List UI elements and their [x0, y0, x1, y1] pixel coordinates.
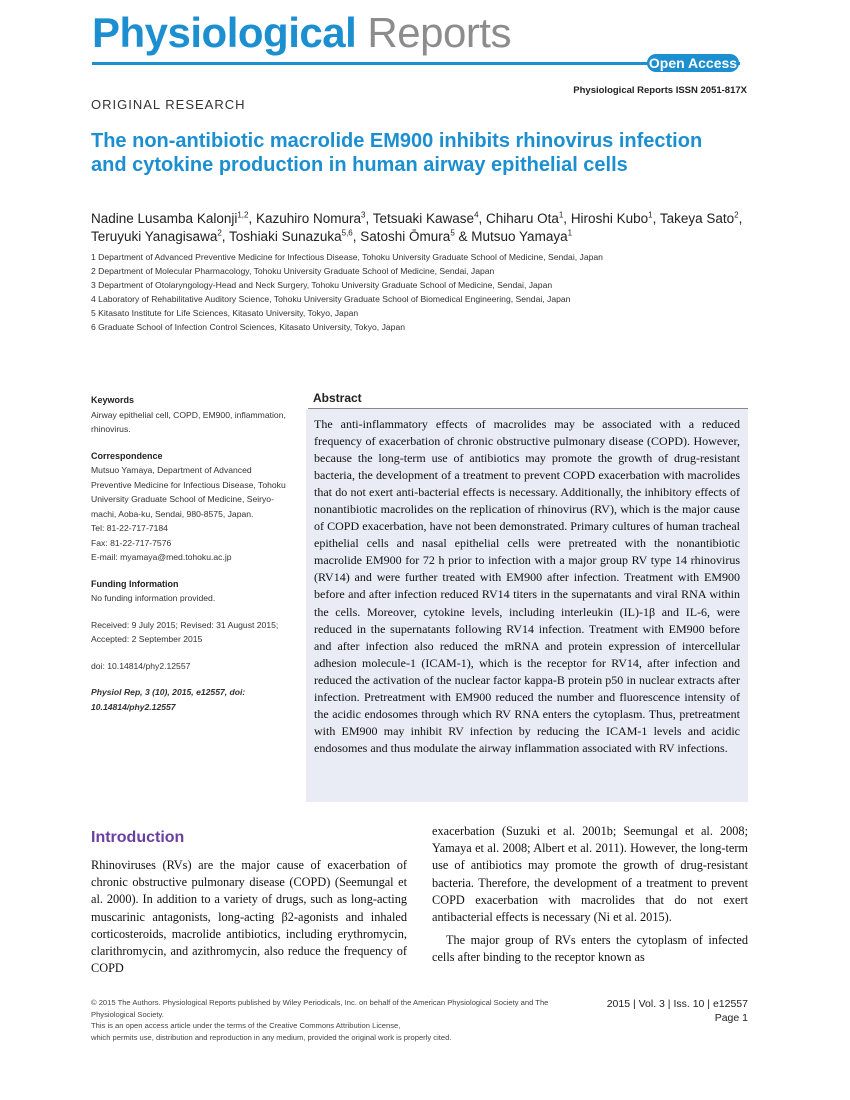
author-name: Hiroshi Kubo	[570, 211, 649, 226]
journal-logo	[92, 8, 511, 58]
intro-paragraph: Rhinoviruses (RVs) are the major cause of exacerbation of chronic obstructive pulmonary disease (COPD) (Seemungal et al. 2000). In addition to a variety of drugs, such as long-acting muscarinic antagonists, long-acting β2-agonists and inhaled corticosteroids, macrolide antibiotics, including erythromycin, clarithromycin, and azithromycin, also reduce the frequency of COPD	[91, 858, 407, 976]
journal-name-primary: Physiological	[92, 9, 357, 56]
article-sidebar	[91, 393, 291, 714]
correspondence-heading: Correspondence	[91, 450, 163, 461]
footer-page-number: Page 1	[714, 1012, 748, 1024]
author-affiliation-sup: 3	[361, 210, 366, 220]
intro-column-left	[91, 857, 407, 977]
author-name: Chiharu Ota	[486, 211, 559, 226]
author-affiliation-sup: 1	[648, 210, 653, 220]
affiliation-list	[91, 250, 751, 334]
affiliation-item: 3 Department of Otolaryngology-Head and Neck Surgery, Tohoku University Graduate School of Medicine, Sendai, Japan	[91, 280, 553, 290]
footer-issue-info	[560, 997, 748, 1025]
author-name: Takeya Sato	[659, 211, 735, 226]
affiliation-item: 5 Kitasato Institute for Life Sciences, Kitasato University, Tokyo, Japan	[91, 308, 359, 318]
author-affiliation-sup: 4	[474, 210, 479, 220]
author-list: Nadine Lusamba Kalonji$^{1,2}$, Kazuhiro Nomura$^3$, Tetsuaki Kawase$^4$, Chiharu Ota$^1$, Hiroshi Kubo$^1$, Takeya Sato$^2$, Teruyuki Yanagisawa$^2$, Toshiaki Sunazuka$^{5,6}$, Satoshi Ōmura$^5$ & Mutsuo Yamaya$^1$	[91, 210, 743, 244]
author-name: Tetsuaki Kawase	[372, 211, 475, 226]
correspondence-email[interactable]: E-mail: myamaya@med.tohoku.ac.jp	[91, 552, 232, 562]
footer-issue: 2015 | Vol. 3 | Iss. 10 | e12557	[606, 998, 748, 1010]
author-name: Satoshi Ōmura	[360, 229, 451, 244]
author-affiliation-sup: 2	[217, 228, 222, 238]
affiliation-item: 6 Graduate School of Infection Control Sciences, Kitasato University, Tokyo, Japan	[91, 322, 405, 332]
author-name: Toshiaki Sunazuka	[229, 229, 342, 244]
open-access-badge: Open Access	[648, 55, 738, 71]
intro-paragraph: exacerbation (Suzuki et al. 2001b; Seemungal et al. 2008; Yamaya et al. 2008; Albert et al. 2011). However, the long-term use of antibiotics may promote the growth of drug-resistant bacteria. Therefore, the development of a treatment to prevent COPD exacerbation with macrolides that do not exert antibacterial effects is necessary (Ni et al. 2015).	[432, 824, 748, 925]
footer-license-line-1: This is an open access article under the terms of the Creative Commons Attribution License,	[91, 1021, 401, 1030]
author-name: Teruyuki Yanagisawa	[91, 229, 218, 244]
author-name: Mutsuo Yamaya	[471, 229, 568, 244]
correspondence-tel: Tel: 81-22-717-7184	[91, 523, 168, 533]
author-name: Kazuhiro Nomura	[256, 211, 362, 226]
author-affiliation-sup: 1	[558, 210, 564, 220]
keywords-heading: Keywords	[91, 395, 135, 405]
section-label: ORIGINAL RESEARCH	[91, 97, 246, 112]
footer-copyright: © 2015 The Authors. Physiological Reports published by Wiley Periodicals, Inc. on behalf of the American Physiological Society and The Physiological Society.	[91, 998, 549, 1019]
affiliation-item: 2 Department of Molecular Pharmacology, Tohoku University Graduate School of Medicine, Sendai, Japan	[91, 266, 495, 276]
author-affiliation-sup: 2	[734, 210, 739, 220]
author-affiliation-sup: 5,6	[341, 228, 353, 238]
intro-column-right	[432, 823, 748, 967]
received-dates: Received: 9 July 2015; Revised: 31 August 2015; Accepted: 2 September 2015	[91, 619, 279, 644]
header-divider	[92, 62, 740, 65]
intro-paragraph: The major group of RVs enters the cytoplasm of infected cells after binding to the receptor known as	[432, 933, 748, 965]
footer-license	[91, 997, 551, 1043]
footer-license-line-2: which permits use, distribution and reproduction in any medium, provided the original work is properly cited.	[91, 1032, 452, 1042]
funding-heading: Funding Information	[91, 578, 179, 589]
author-affiliation-sup: 1	[567, 228, 573, 238]
author-affiliation-sup: 1,2	[237, 210, 249, 220]
introduction-heading: Introduction	[91, 829, 185, 846]
affiliation-item: 4 Laboratory of Rehabilitative Auditory Science, Tohoku University Graduate School of Biomedical Engineering, Sendai, Japan	[91, 294, 571, 304]
abstract-heading: Abstract	[313, 391, 362, 405]
journal-issn: Physiological Reports ISSN 2051-817X	[573, 85, 747, 96]
abstract-text: The anti-inflammatory effects of macrolides may be associated with a reduced frequency of exacerbation of chronic obstructive pulmonary disease (COPD). However, because the long-term use of antibiotics may promote the growth of drug-resistant bacteria, the development of a treatment to prevent COPD exacerbation with macrolides that do not exert anti-bacterial effects is necessary. Additionally, the inhibitory effects of nonantibiotic macrolides on the replication of rhinovirus (RV), which is the major cause of COPD exacerbation, have not been demonstrated. Primary cultures of human tracheal epithelial cells and nasal epithelial cells were pretreated with the nonantibiotic macrolide EM900 for 72 h prior to infection with a major group RV type 14 rhinovirus (RV14) and were further treated with EM900 after infection. Treatment with EM900 before and after infection reduced RV14 titers in the supernatants and viral RNA within the cells. Moreover, cytokine levels, including interleukin (IL)-1β and IL-6, were reduced in the supernatants following RV14 infection. Treatment with EM900 before and after infection also reduced the mRNA and protein expression of intercellular adhesion molecule-1 (ICAM-1), which is the receptor for RV14, after infection and reduced the activation of the nuclear factor kappa-B protein p50 in nuclear extracts after infection. Pretreatment with EM900 reduced the number and fluorescence intensity of the acidic endosomes through which RV RNA enters the cytoplasm. Thus, pretreatment with EM900 may inhibit RV infection by reducing the ICAM-1 levels and acidic endosomes and thus modulate the airway inflammation associated with RV infections.	[314, 417, 740, 755]
affiliation-item: 1 Department of Advanced Preventive Medicine for Infectious Disease, Tohoku University Graduate School of Medicine, Sendai, Japan	[91, 252, 603, 262]
funding-text: No funding information provided.	[91, 593, 216, 603]
correspondence-address: Mutsuo Yamaya, Department of Advanced Preventive Medicine for Infectious Disease, Tohoku University Graduate School of Medicine, Seiryo-machi, Aoba-ku, Sendai, 980-8575, Japan.	[91, 465, 286, 519]
article-title: The non-antibiotic macrolide EM900 inhibits rhinovirus infection and cytokine production in human airway epithelial cells	[91, 130, 703, 176]
citation-text: Physiol Rep, 3 (10), 2015, e12557, doi: 10.14814/phy2.12557	[91, 687, 246, 712]
author-affiliation-sup: 5	[450, 228, 455, 238]
keywords-text: Airway epithelial cell, COPD, EM900, inflammation, rhinovirus.	[91, 409, 286, 434]
doi-text[interactable]: doi: 10.14814/phy2.12557	[91, 660, 191, 671]
journal-name-secondary: Reports	[356, 9, 511, 56]
correspondence-fax: Fax: 81-22-717-7576	[91, 537, 172, 548]
author-name: Nadine Lusamba Kalonji	[91, 211, 238, 226]
